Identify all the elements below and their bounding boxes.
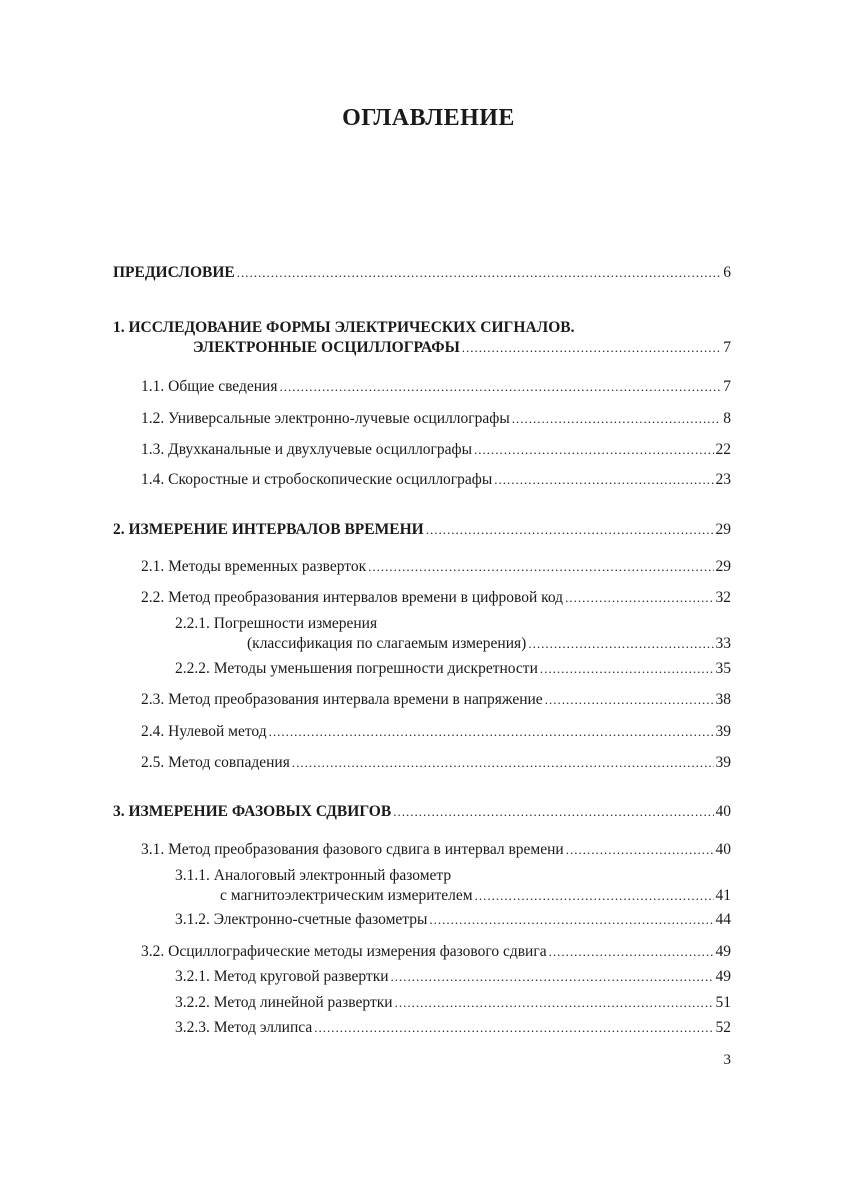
dot-leader	[475, 886, 714, 906]
toc-entry-label-line1: 2.2.1. Погрешности измерения	[175, 615, 378, 632]
toc-entry-3-2[interactable]	[141, 942, 731, 962]
toc-entry-label-line2: ЭЛЕКТРОННЫЕ ОСЦИЛЛОГРАФЫ	[193, 339, 460, 356]
dot-leader	[549, 942, 714, 962]
dot-leader	[391, 967, 714, 987]
dot-leader	[429, 910, 713, 930]
toc-page-number: 8	[723, 410, 731, 427]
toc-entry-label: 2.4. Нулевой метод	[141, 723, 267, 740]
toc-page-number: 41	[715, 887, 731, 904]
toc-page-number: 44	[715, 911, 731, 928]
toc-entry-chapter-2[interactable]	[113, 520, 731, 540]
toc-entry-label: 2. ИЗМЕРЕНИЕ ИНТЕРВАЛОВ ВРЕМЕНИ	[113, 521, 424, 538]
toc-entry-3-2-1[interactable]	[175, 967, 731, 987]
toc-entry-2-2[interactable]	[141, 588, 731, 608]
dot-leader	[368, 557, 713, 577]
dot-leader	[237, 263, 722, 283]
toc-entry-label: 3.2.3. Метод эллипса	[175, 1019, 313, 1036]
toc-page-number: 29	[715, 521, 731, 538]
toc-entry-2-2-1[interactable]	[175, 614, 731, 656]
toc-page-number: 32	[715, 589, 731, 606]
dot-leader	[494, 470, 713, 490]
toc-entry-label: 1.2. Универсальные электронно-лучевые осциллографы	[141, 410, 510, 427]
toc-page-number: 40	[715, 841, 731, 858]
toc-entry-2-1[interactable]	[141, 557, 731, 577]
toc-page-number: 29	[715, 558, 731, 575]
dot-leader	[395, 993, 714, 1013]
toc-entry-3-2-3[interactable]	[175, 1018, 731, 1038]
toc-entry-preface[interactable]	[113, 263, 731, 283]
toc-entry-label: 1.1. Общие сведения	[141, 378, 278, 395]
dot-leader	[269, 722, 714, 742]
toc-page-number: 22	[715, 441, 731, 458]
toc-entry-label: 2.5. Метод совпадения	[141, 754, 290, 771]
toc-entry-chapter-1[interactable]	[113, 318, 731, 360]
toc-entry-label: 2.3. Метод преобразования интервала времени в напряжение	[141, 691, 543, 708]
toc-entry-label: 2.2.2. Методы уменьшения погрешности дискретности	[175, 660, 538, 677]
toc-page-number: 7	[723, 378, 731, 395]
toc-page-number: 23	[715, 471, 731, 488]
toc-entry-3-1[interactable]	[141, 840, 731, 860]
toc-page-number: 39	[715, 723, 731, 740]
dot-leader	[314, 1018, 713, 1038]
toc-page-number: 38	[715, 691, 731, 708]
toc-entry-label: 3. ИЗМЕРЕНИЕ ФАЗОВЫХ СДВИГОВ	[113, 803, 392, 820]
toc-entry-label-line2: с магнитоэлектрическим измерителем	[220, 887, 473, 904]
toc-entry-1-3[interactable]	[141, 440, 731, 460]
toc-entry-label: 3.1. Метод преобразования фазового сдвига в интервал времени	[141, 841, 564, 858]
dot-leader	[565, 588, 713, 608]
toc-entry-label-line1: 3.1.1. Аналоговый электронный фазометр	[175, 867, 452, 884]
toc-entry-2-2-2[interactable]	[175, 659, 731, 679]
dot-leader	[566, 840, 714, 860]
toc-entry-3-2-2[interactable]	[175, 993, 731, 1013]
dot-leader	[474, 440, 713, 460]
page-title: ОГЛАВЛЕНИЕ	[342, 105, 515, 131]
toc-entry-1-4[interactable]	[141, 470, 731, 490]
toc-entry-label-line1: 1. ИССЛЕДОВАНИЕ ФОРМЫ ЭЛЕКТРИЧЕСКИХ СИГНАЛОВ.	[113, 319, 575, 336]
dot-leader	[462, 338, 721, 358]
toc-page-number: 39	[715, 754, 731, 771]
dot-leader	[540, 659, 714, 679]
toc-entry-label: ПРЕДИСЛОВИЕ	[113, 264, 235, 281]
toc-entry-label: 3.2. Осциллографические методы измерения фазового сдвига	[141, 943, 547, 960]
dot-leader	[528, 634, 713, 654]
toc-entry-1-2[interactable]	[141, 409, 731, 429]
toc-entry-label-line2: (классификация по слагаемым измерения)	[247, 635, 527, 652]
page-number: 3	[723, 1052, 731, 1068]
toc-entry-label: 3.2.1. Метод круговой развертки	[175, 968, 389, 985]
toc-entry-1-1[interactable]	[141, 377, 731, 397]
dot-leader	[512, 409, 722, 429]
toc-entry-3-1-1[interactable]	[175, 866, 731, 908]
toc-page-number: 49	[715, 943, 731, 960]
toc-page-number: 6	[723, 264, 731, 281]
toc-page-number: 40	[715, 803, 731, 820]
dot-leader	[279, 377, 721, 397]
toc-entry-label: 1.3. Двухканальные и двухлучевые осциллографы	[141, 441, 473, 458]
dot-leader	[393, 802, 713, 822]
toc-entry-label: 2.1. Методы временных разверток	[141, 558, 367, 575]
toc-entry-label: 3.2.2. Метод линейной развертки	[175, 994, 393, 1011]
toc-page-number: 52	[715, 1019, 731, 1036]
toc-page-number: 7	[723, 339, 731, 356]
dot-leader	[545, 690, 714, 710]
toc-entry-label: 1.4. Скоростные и стробоскопические осциллографы	[141, 471, 493, 488]
toc-entry-chapter-3[interactable]	[113, 802, 731, 822]
toc-entry-label: 3.1.2. Электронно-счетные фазометры	[175, 911, 428, 928]
toc-page-number: 51	[715, 994, 731, 1011]
toc-entry-label: 2.2. Метод преобразования интервалов времени в цифровой код	[141, 589, 564, 606]
dot-leader	[426, 520, 714, 540]
dot-leader	[292, 753, 714, 773]
toc-page-number: 35	[715, 660, 731, 677]
toc-page-number: 33	[715, 635, 731, 652]
toc-entry-2-5[interactable]	[141, 753, 731, 773]
toc-entry-2-3[interactable]	[141, 690, 731, 710]
toc-entry-3-1-2[interactable]	[175, 910, 731, 930]
toc-entry-2-4[interactable]	[141, 722, 731, 742]
toc-page-number: 49	[715, 968, 731, 985]
